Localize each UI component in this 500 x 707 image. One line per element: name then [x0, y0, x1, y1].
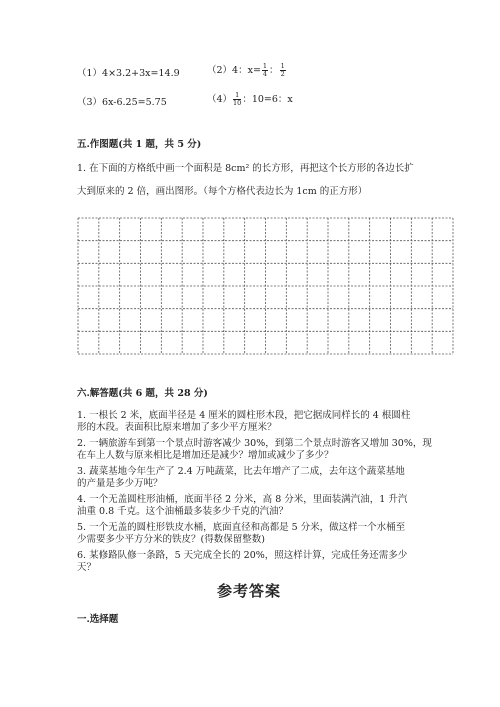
- fraction-one-half: [280, 63, 286, 78]
- equation-4-suffix: ：10=6：x: [242, 94, 293, 105]
- equation-1: （1）4×3.2+3x=14.9: [77, 68, 180, 79]
- equation-2-colon: ：: [269, 65, 279, 76]
- equation-2: [207, 62, 287, 78]
- question-line: 3. 蔬菜基地今年生产了 2.4 万吨蔬菜，比去年增产了二成，去年这个蔬菜基地: [77, 466, 405, 477]
- question-line: 5. 一个无盖的圆柱形铁皮水桶，底面直径和高都是 5 分米，做这样一个水桶至: [77, 522, 406, 533]
- fraction-denominator: 2: [280, 70, 285, 78]
- answers-section-1-title: 一.选择题: [77, 614, 119, 625]
- grid-paper[interactable]: [77, 217, 454, 355]
- question-line: 形的木段。表面积比原来增加了多少平方厘米？: [77, 422, 277, 433]
- fraction-numerator: 1: [280, 62, 285, 70]
- fraction-denominator: 10: [233, 99, 242, 107]
- fraction-numerator: 1: [262, 62, 268, 70]
- question-line: 1. 一根长 2 米，底面半径是 4 厘米的圆柱形木段，把它据成同样长的 4 根圆柱: [77, 410, 411, 421]
- section-6-title: 六.解答题(共 6 题，共 28 分): [77, 388, 208, 399]
- question-line: 6. 某修路队修一条路，5 天完成全长的 20%，照这样计算，完成任务还需多少: [77, 550, 408, 561]
- question-line: 少需要多少平方分米的铁皮？(得数保留整数): [77, 534, 265, 545]
- equation-4: [207, 91, 293, 107]
- question-line: 油重 0.8 千克。这个油桶最多装多少千克的汽油？: [77, 506, 289, 517]
- equation-4-prefix: （4）: [207, 94, 233, 105]
- question-line: 4. 一个无盖圆柱形油桶，底面半径 2 分米，高 8 分米，里面装满汽油，1 升汽: [77, 494, 408, 505]
- question-line: 在车上人数与原来相比是增加还是减少？增加或减少了多少？: [77, 450, 334, 461]
- fraction-one-tenth: [233, 92, 241, 107]
- section-5-title: 五.作图题(共 1 题，共 5 分): [77, 139, 202, 150]
- question-line: 的产量是多少万吨？: [77, 478, 163, 489]
- section-5-question-line-1: 1. 在下面的方格纸中画一个面积是 8cm² 的长方形，再把这个长方形的各边长扩: [77, 163, 414, 174]
- section-5-question-line-2: 大到原来的 2 倍，画出图形。（每个方格代表边长为 1cm 的正方形）: [77, 186, 368, 197]
- fraction-numerator: 1: [233, 92, 241, 100]
- question-line: 天？: [77, 562, 97, 573]
- answers-title: 参考答案: [217, 582, 282, 600]
- fraction-one-quarter: [262, 63, 268, 78]
- equation-2-prefix: （2）4：x=: [207, 65, 261, 76]
- fraction-denominator: 4: [262, 70, 268, 78]
- question-line: 2. 一辆旅游车到第一个景点时游客减少 30%，到第二个景点时游客又增加 30%，现: [77, 438, 432, 449]
- equation-3: （3）6x-6.25=5.75: [77, 97, 167, 108]
